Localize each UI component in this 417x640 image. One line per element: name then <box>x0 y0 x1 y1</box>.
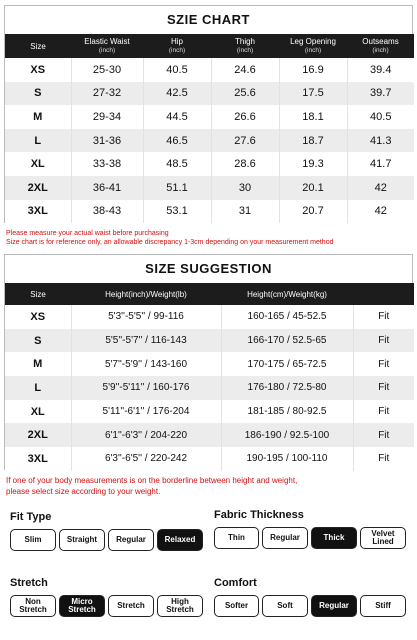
header-outseams: Outseams (inch) <box>362 37 399 54</box>
value-cell: 30 <box>211 176 279 200</box>
fit-type-group <box>10 511 203 551</box>
stretch-option-non-stretch[interactable]: Non Stretch <box>10 595 56 617</box>
fabric-thickness-group <box>214 509 406 549</box>
value-cell: 42.5 <box>143 82 211 106</box>
value-cell: 186-190 / 92.5-100 <box>221 423 353 447</box>
note-line: Size chart is for reference only, an allowable discrepancy 1-3cm depending on your measurement method <box>6 239 334 246</box>
header-size: Size <box>30 289 46 299</box>
value-cell: 181-185 / 80-92.5 <box>221 400 353 424</box>
table-row <box>5 176 414 200</box>
size-cell: M <box>5 352 71 376</box>
fit-option-slim[interactable]: Slim <box>10 529 56 551</box>
value-cell: 42 <box>374 205 387 218</box>
header-fit <box>353 283 414 305</box>
value-cell: 25.6 <box>211 82 279 106</box>
value-cell: 40.5 <box>370 110 392 123</box>
size-cell: 2XL <box>5 423 71 447</box>
size-chart-title: SZIE CHART <box>167 12 250 27</box>
fit-type-options <box>10 529 203 551</box>
value-cell: 36-41 <box>71 176 143 200</box>
value-cell: 33-38 <box>71 152 143 176</box>
size-chart-card <box>4 5 413 223</box>
stretch-options <box>10 595 203 617</box>
comfort-option-soft[interactable]: Soft <box>262 595 308 617</box>
table-row <box>5 129 414 153</box>
value-cell: 53.1 <box>143 200 211 224</box>
table-row <box>5 423 414 447</box>
value-cell: 166-170 / 52.5-65 <box>221 329 353 353</box>
value-cell: 5'3''-5'5'' / 99-116 <box>71 305 221 329</box>
value-cell: 17.5 <box>279 82 347 106</box>
comfort-option-regular[interactable]: Regular <box>311 595 357 617</box>
size-cell: L <box>5 376 71 400</box>
size-suggestion-title: SIZE SUGGESTION <box>145 261 272 276</box>
note-line: Please measure your actual waist before purchasing <box>6 230 169 237</box>
value-cell: 44.5 <box>143 105 211 129</box>
value-cell: 6'3''-6'5'' / 220-242 <box>71 447 221 471</box>
comfort-option-stiff[interactable]: Stiff <box>360 595 406 617</box>
table-row <box>5 329 414 353</box>
value-cell: 46.5 <box>143 129 211 153</box>
header-thigh: Thigh (inch) <box>234 37 255 54</box>
value-cell: 170-175 / 65-72.5 <box>221 352 353 376</box>
value-cell: 6'1''-6'3'' / 204-220 <box>71 423 221 447</box>
fabric-thickness-options <box>214 527 406 549</box>
table-row <box>5 447 414 471</box>
table-row <box>5 152 414 176</box>
value-cell: 26.6 <box>211 105 279 129</box>
table-row <box>5 200 414 224</box>
fit-cell: Fit <box>378 406 390 418</box>
value-cell: 176-180 / 72.5-80 <box>221 376 353 400</box>
fit-cell: Fit <box>378 382 390 394</box>
size-cell: S <box>5 82 71 106</box>
value-cell: 27-32 <box>71 82 143 106</box>
value-cell: 40.5 <box>143 58 211 82</box>
value-cell: 38-43 <box>71 200 143 224</box>
note-line: please select size according to your weight. <box>6 487 161 496</box>
value-cell: 160-165 / 45-52.5 <box>221 305 353 329</box>
value-cell: 31-36 <box>71 129 143 153</box>
size-cell: 2XL <box>5 176 71 200</box>
table-row <box>5 105 414 129</box>
value-cell: 190-195 / 100-110 <box>221 447 353 471</box>
value-cell: 29-34 <box>71 105 143 129</box>
stretch-option-micro-stretch[interactable]: Micro Stretch <box>59 595 105 617</box>
value-cell: 42 <box>374 181 387 194</box>
table-row <box>5 400 414 424</box>
header-leg-opening: Leg Opening (inch) <box>290 37 336 54</box>
stretch-option-stretch[interactable]: Stretch <box>108 595 154 617</box>
size-cell: XL <box>5 400 71 424</box>
comfort-label: Comfort <box>214 577 257 589</box>
header-height-weight-metric: Height(cm)/Weight(kg) <box>247 289 327 299</box>
size-cell: 3XL <box>5 200 71 224</box>
fit-cell: Fit <box>378 453 390 465</box>
comfort-options <box>214 595 406 617</box>
value-cell: 5'9''-5'11'' / 160-176 <box>71 376 221 400</box>
value-cell: 31 <box>211 200 279 224</box>
fabric-thickness-label: Fabric Thickness <box>214 509 304 521</box>
value-cell: 20.1 <box>279 176 347 200</box>
value-cell: 25-30 <box>71 58 143 82</box>
value-cell: 16.9 <box>279 58 347 82</box>
size-cell: L <box>5 129 71 153</box>
size-cell: S <box>5 329 71 353</box>
fit-cell: Fit <box>378 335 390 347</box>
fit-cell: Fit <box>378 429 390 441</box>
fabric-option-velvet-lined[interactable]: Velvet Lined <box>360 527 406 549</box>
fit-cell: Fit <box>378 358 390 370</box>
value-cell: 19.3 <box>279 152 347 176</box>
value-cell: 5'11''-6'1'' / 176-204 <box>71 400 221 424</box>
fit-option-straight[interactable]: Straight <box>59 529 105 551</box>
table-row <box>5 352 414 376</box>
comfort-option-softer[interactable]: Softer <box>214 595 259 617</box>
fit-option-relaxed[interactable]: Relaxed <box>157 529 203 551</box>
size-cell: XL <box>5 152 71 176</box>
value-cell: 20.7 <box>279 200 347 224</box>
size-cell: 3XL <box>5 447 71 471</box>
table-row <box>5 376 414 400</box>
header-elastic-waist: Elastic Waist (inch) <box>84 37 130 54</box>
value-cell: 5'5''-5'7'' / 116-143 <box>71 329 221 353</box>
header-height-weight-imperial: Height(inch)/Weight(lb) <box>105 289 187 299</box>
value-cell: 18.7 <box>279 129 347 153</box>
stretch-group <box>10 577 203 617</box>
value-cell: 27.6 <box>211 129 279 153</box>
value-cell: 48.5 <box>143 152 211 176</box>
fit-type-label: Fit Type <box>10 511 52 523</box>
value-cell: 51.1 <box>143 176 211 200</box>
fabric-option-regular[interactable]: Regular <box>262 527 308 549</box>
value-cell: 39.4 <box>370 63 392 76</box>
comfort-group <box>214 577 406 617</box>
size-cell: M <box>5 105 71 129</box>
value-cell: 41.7 <box>370 158 392 171</box>
value-cell: 28.6 <box>211 152 279 176</box>
size-chart-header-row <box>5 34 414 58</box>
size-chart-table <box>5 34 414 223</box>
fabric-option-thick[interactable]: Thick <box>311 527 357 549</box>
size-suggestion-header-row <box>5 283 414 305</box>
size-suggestion-notes <box>6 475 411 497</box>
note-line: If one of your body measurements is on the borderline between height and weight, <box>6 476 298 485</box>
fabric-option-thin[interactable]: Thin <box>214 527 259 549</box>
stretch-label: Stretch <box>10 577 48 589</box>
header-hip: Hip (inch) <box>168 37 186 54</box>
size-chart-notes <box>6 229 411 247</box>
fit-option-regular[interactable]: Regular <box>108 529 154 551</box>
size-cell: XS <box>5 58 71 82</box>
value-cell: 5'7''-5'9'' / 143-160 <box>71 352 221 376</box>
fit-cell: Fit <box>378 311 390 323</box>
value-cell: 41.3 <box>370 134 392 147</box>
header-size: Size <box>30 41 46 51</box>
stretch-option-high-stretch[interactable]: High Stretch <box>157 595 203 617</box>
value-cell: 18.1 <box>279 105 347 129</box>
value-cell: 39.7 <box>370 87 392 100</box>
size-cell: XS <box>5 305 71 329</box>
size-suggestion-table <box>5 283 414 471</box>
size-suggestion-card <box>4 254 413 470</box>
table-row <box>5 58 414 82</box>
table-row <box>5 82 414 106</box>
table-row <box>5 305 414 329</box>
value-cell: 24.6 <box>211 58 279 82</box>
